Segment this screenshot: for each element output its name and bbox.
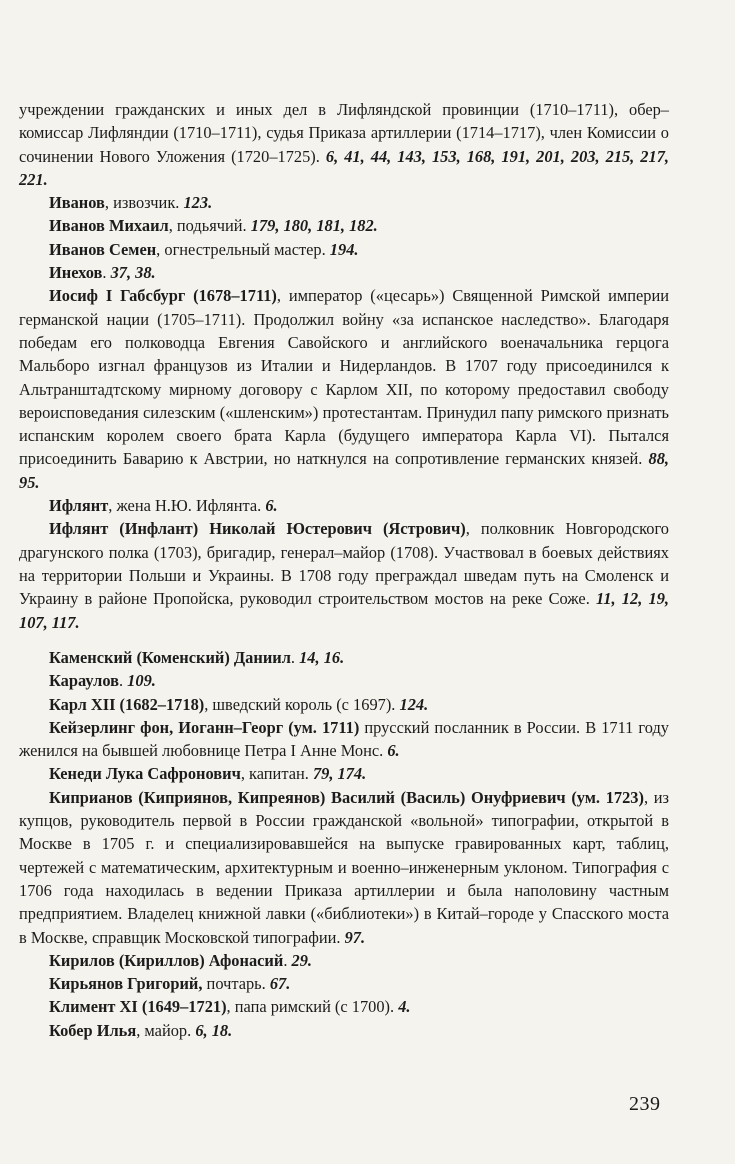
entry-name: Кобер Илья bbox=[49, 1020, 137, 1040]
index-entry: Ифлянт (Инфлант) Николай Юстерович (Ястрович), полковник Новгородского драгунского полка (1703), бригадир, генерал–майор (1708). Участвовал в боевых действиях на территории Польши и Украины. В 1708 году преграждал шведам путь на Смоленск и Украину в районе Пропойска, руководил строительством мостов на реке Соже. 11, 12, 19, 107, 117. bbox=[19, 519, 669, 632]
entry-name: Киприанов (Киприянов, Кипреянов) Василий (Василь) Онуфриевич (ум. 1723) bbox=[49, 787, 644, 807]
index-entry: Киприанов (Киприянов, Кипреянов) Василий (Василь) Онуфриевич (ум. 1723), из купцов, руководитель первой в России гражданской «вольной» типографии, открытой в Москве в 1705 г. и специализировавшейся на выпуске гравированных карт, таблиц, чертежей с математическим, архитектурным и военно–инженерным уклоном. Типография с 1706 года находилась в ведении Приказа артиллерии и была наполовину частным предприятием. Владелец книжной лавки («библиотеки») в Китай–городе у Спасского моста в Москве, справщик Московской типографии. 97. bbox=[19, 787, 669, 947]
entry-name: Каменский (Коменский) Даниил bbox=[49, 648, 291, 667]
page-refs: 67. bbox=[269, 974, 291, 994]
page-refs: 79, 174. bbox=[312, 764, 367, 784]
index-entry: Иванов, извозчик. 123. bbox=[49, 193, 213, 213]
entry-name: Климент XI (1649–1721) bbox=[49, 997, 227, 1017]
page-refs: 194. bbox=[329, 239, 359, 259]
entry-name: Иванов Семен bbox=[49, 239, 157, 259]
index-entry: Кирилов (Кириллов) Афонасий. 29. bbox=[49, 950, 313, 970]
entry-name: Карл XII (1682–1718) bbox=[49, 694, 205, 714]
entry-name: Инехов bbox=[49, 263, 103, 283]
entry-name: Ифлянт (Инфлант) Николай Юстерович (Ястрович) bbox=[49, 519, 466, 539]
index-entry: Кейзерлинг фон, Иоганн–Георг (ум. 1711) прусский посланник в России. В 1711 году женился на бывшей любовнице Петра I Анне Монс. 6. bbox=[19, 717, 669, 761]
entry-name: Кирилов (Кириллов) Афонасий bbox=[49, 950, 284, 970]
page-refs: 88, 95. bbox=[19, 449, 669, 492]
entry-name: Караулов bbox=[49, 671, 119, 691]
page-refs: 37, 38. bbox=[110, 263, 156, 283]
index-entry: Кенеди Лука Сафронович, капитан. 79, 174. bbox=[49, 764, 367, 784]
index-entry: Кобер Илья, майор. 6, 18. bbox=[49, 1020, 233, 1040]
page-refs: 124. bbox=[399, 694, 429, 714]
page-number: 239 bbox=[629, 1093, 661, 1115]
entry-name: Иосиф I Габсбург (1678–1711) bbox=[49, 286, 277, 306]
page-refs: 6. bbox=[265, 496, 278, 516]
page-refs: 29. bbox=[291, 950, 313, 970]
page-refs: 4. bbox=[398, 997, 411, 1017]
index-entry: учреждении гражданских и иных дел в Лифляндской провинции (1710–1711), обер–комиссар Лифляндии (1710–1711), судья Приказа артиллерии (1714–1717), член Комиссии о сочинении Нового Уложения (1720–1725). 6, 41, 44, 143, 153, 168, 191, 201, 203, 215, 217, 221. bbox=[19, 100, 669, 189]
page-refs: 97. bbox=[344, 927, 366, 947]
index-entry: Иванов Михаил, подьячий. 179, 180, 181, 182. bbox=[49, 216, 378, 236]
page-refs: 14, 16. bbox=[299, 648, 345, 667]
index-column-top bbox=[19, 98, 669, 634]
entry-name: Иванов Михаил bbox=[49, 216, 169, 236]
page-refs: 6. bbox=[387, 741, 400, 761]
page-refs: 11, 12, 19, 107, 117. bbox=[19, 589, 669, 632]
index-column-bottom bbox=[19, 646, 669, 1042]
page-refs: 6, 41, 44, 143, 153, 168, 191, 201, 203, 215, 217, 221. bbox=[19, 146, 669, 189]
index-entry: Иосиф I Габсбург (1678–1711), император («цесарь») Священной Римской империи германской нации (1705–1711). Продолжил войну «за испанское наследство». Благодаря победам его полководца Евгения Савойского и английского военачальника герцога Мальборо изгнал французов из Италии и Нидерландов. В 1707 году присоединился к Альтранштадтскому мирному договору с Карлом XII, по которому предоставил свободу вероисповедания силезским («шленским») протестантам. Принудил папу римского признать испанским королем своего брата Карла (будущего императора Карла VI). Пытался присоединить Баварию к Австрии, но наткнулся на сопротивление германских князей. 88, 95. bbox=[19, 286, 669, 492]
entry-name: Кирьянов Григорий, bbox=[49, 974, 203, 994]
entry-name: Кенеди Лука Сафронович bbox=[49, 764, 241, 784]
index-entry: Кирьянов Григорий, почтарь. 67. bbox=[49, 974, 291, 994]
index-entry: Иванов Семен, огнестрельный мастер. 194. bbox=[49, 239, 359, 259]
index-entry: Инехов. 37, 38. bbox=[49, 263, 156, 283]
entry-name: Кейзерлинг фон, Иоганн–Георг (ум. 1711) bbox=[49, 717, 360, 737]
index-entry: Карл XII (1682–1718), шведский король (с 1697). 124. bbox=[49, 694, 429, 714]
index-entry: Караулов. 109. bbox=[49, 671, 156, 691]
page-refs: 179, 180, 181, 182. bbox=[250, 216, 378, 236]
page-refs: 123. bbox=[183, 193, 213, 213]
page-refs: 109. bbox=[127, 671, 156, 691]
entry-name: Ифлянт bbox=[49, 496, 109, 516]
page-refs: 6, 18. bbox=[195, 1020, 233, 1040]
entry-name: Иванов bbox=[49, 193, 105, 213]
index-entry: Ифлянт, жена Н.Ю. Ифлянта. 6. bbox=[49, 496, 278, 516]
index-entry: Каменский (Коменский) Даниил. 14, 16. bbox=[49, 648, 345, 667]
index-entry: Климент XI (1649–1721), папа римский (с 1700). 4. bbox=[49, 997, 411, 1017]
